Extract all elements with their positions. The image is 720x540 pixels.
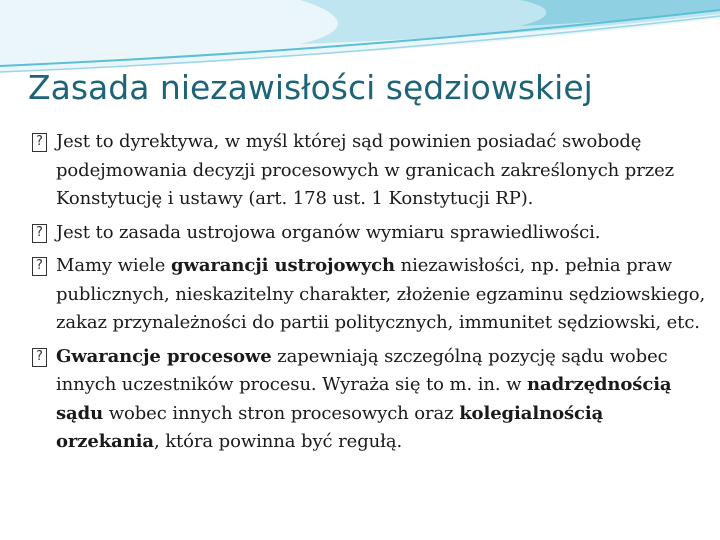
text-segment: zapewniają szczególną pozycję sądu wobec innych uczestników procesu. Wyraża się to m. in. w — [56, 345, 668, 395]
bullet-item — [30, 219, 710, 248]
bullet-text — [56, 128, 710, 214]
text-segment: Jest to dyrektywa, w myśl której sąd powinien posiadać swobodę podejmowania decyzji procesowych w granicach zakreślonych przez Konstytucję i ustawy (art. 178 ust. 1 Konstytucji RP). — [56, 131, 675, 209]
bullet-item — [30, 252, 710, 338]
text-segment: Jest to zasada ustrojowa organów wymiaru sprawiedliwości. — [56, 221, 601, 243]
bullet-glyph-icon: ? — [32, 257, 47, 276]
bullet-glyph-icon: ? — [32, 224, 47, 243]
bold-phrase: kolegialnością orzekania — [56, 402, 604, 452]
bullet-glyph-icon: ? — [32, 348, 47, 367]
bullet-list — [30, 128, 710, 462]
bold-phrase: nadrzędnością sądu — [56, 374, 672, 424]
text-segment: niezawisłości, np. pełnia praw publicznych, nieskazitelny charakter, złożenie egzaminu sędziowskiego, zakaz przynależności do partii politycznych, immunitet sędziowski, etc. — [56, 255, 706, 333]
text-segment: Mamy wiele — [56, 255, 171, 276]
bullet-text — [56, 219, 710, 248]
bold-phrase: Gwarancje procesowe — [56, 345, 272, 367]
bullet-glyph-icon: ? — [32, 133, 47, 152]
bullet-item — [30, 343, 710, 457]
bullet-text — [56, 252, 710, 338]
slide-title: Zasada niezawisłości sędziowskiej — [28, 68, 593, 107]
bullet-text — [56, 343, 710, 457]
bullet-item — [30, 128, 710, 214]
text-segment: wobec innych stron procesowych oraz — [103, 402, 460, 424]
bold-phrase: gwarancji ustrojowych — [170, 255, 395, 276]
text-segment: , która powinna być regułą. — [154, 431, 403, 452]
